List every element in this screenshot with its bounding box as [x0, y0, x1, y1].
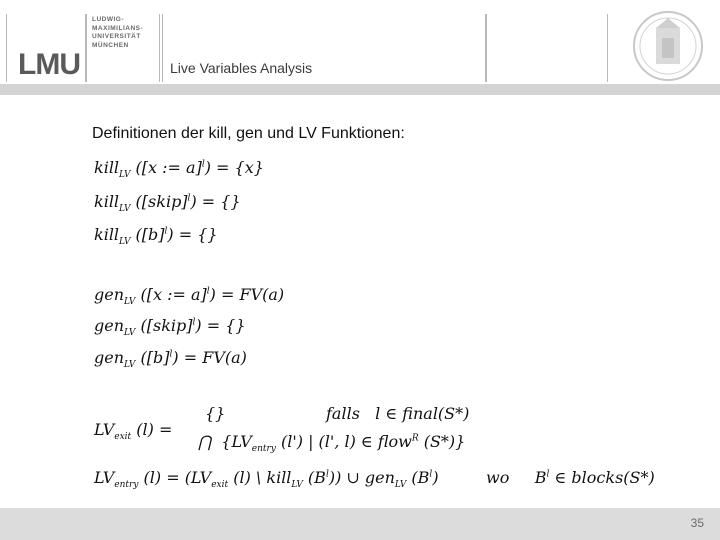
logo-subtitle-line: UNIVERSITÄT	[92, 33, 141, 40]
slide-footer	[0, 508, 720, 540]
gen-assign-equation: gen$_{LV}$ ([x := a]$^l$) = FV(a)	[94, 285, 285, 308]
lv-exit-lhs: $LV_{exit}$ (l) =	[94, 420, 173, 443]
lv-entry-condition: wo $B^l$ ∈ blocks(S*)	[486, 468, 655, 487]
slide-title: Live Variables Analysis	[170, 60, 313, 76]
header-box-empty	[486, 14, 608, 82]
logo-subtitle-line: MÜNCHEN	[92, 41, 129, 49]
lv-exit-case1: {}	[205, 404, 226, 423]
page-number: 35	[690, 516, 704, 530]
kill-skip-equation: kill$_{LV}$ ([skip]$^l$) = {}	[94, 192, 241, 215]
university-seal-icon	[610, 10, 710, 82]
lv-exit-case2: ⋂ {$LV_{entry}$ (l') | (l', l) ∈ flow$^R$ (S*)}	[198, 432, 466, 455]
lv-entry-equation: $LV_{entry}$ $(l) = (LV_{exit}$ (l) \ kill$_{LV}$ $(B^l)$) ∪ gen$_{LV}$ $(B^l)$	[94, 468, 439, 491]
intro-text: Definitionen der kill, gen und LV Funktionen:	[92, 125, 405, 142]
logo-subtitle-line: MAXIMILIANS-	[92, 24, 144, 32]
gen-bool-equation: gen$_{LV}$ $([b]^l) = FV(a)$	[94, 348, 247, 371]
lv-exit-case1-condition: falls l ∈ final(S*)	[326, 404, 470, 423]
lmu-logo-subtitle	[92, 16, 143, 50]
header-divider	[0, 84, 720, 95]
lmu-logo: LMU	[18, 48, 80, 81]
kill-assign-equation: kill$_{LV}$ ([x := a]$^l$) = {x}	[94, 158, 264, 181]
gen-skip-equation: gen$_{LV}$ ([skip]$^l$) = {}	[94, 316, 246, 339]
kill-bool-equation: kill$_{LV}$ $([b]^l)$ = {}	[94, 225, 218, 248]
slide-header	[0, 0, 720, 95]
logo-subtitle-line: LUDWIG-	[92, 16, 125, 23]
